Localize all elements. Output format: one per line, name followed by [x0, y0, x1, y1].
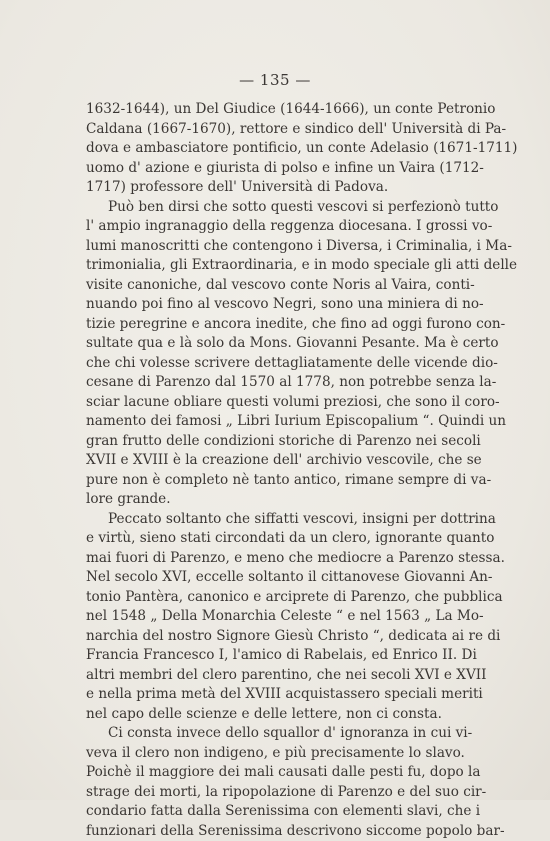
text-line: nel 1548 „ Della Monarchia Celeste “ e nel 1563 „ La Mo- [86, 607, 456, 627]
text-line: trimonialia, gli Extraordinaria, e in modo speciale gli atti delle [86, 256, 456, 276]
text-line: sciar lacune obliare questi volumi preziosi, che sono il coro- [86, 393, 456, 413]
text-line: mai fuori di Parenzo, e meno che mediocre a Parenzo stessa. [86, 549, 456, 569]
text-line: narchia del nostro Signore Giesù Christo “, dedicata ai re di [86, 627, 456, 647]
text-line: Francia Francesco I, l'amico di Rabelais, ed Enrico II. Di [86, 646, 456, 666]
text-line: pure non è completo nè tanto antico, rimane sempre di va- [86, 471, 456, 491]
text-line: namento dei famosi „ Libri Iurium Episcopalium “. Quindi un [86, 412, 456, 432]
text-line: 1717) professore dell' Università di Padova. [86, 178, 456, 198]
text-line: strage dei morti, la ripopolazione di Parenzo e del suo cir- [86, 783, 456, 803]
text-line: veva il clero non indigeno, e più precisamente lo slavo. [86, 744, 456, 764]
text-line: nel capo delle scienze e delle lettere, non ci consta. [86, 705, 456, 725]
text-line: sultate qua e là solo da Mons. Giovanni Pesante. Ma è certo [86, 334, 456, 354]
body-text [86, 100, 456, 841]
text-line: Poichè il maggiore dei mali causati dalle pesti fu, dopo la [86, 763, 456, 783]
paragraph-start-line: Può ben dirsi che sotto questi vescovi si perfezionò tutto [86, 198, 456, 218]
text-line: nuando poi fino al vescovo Negri, sono una miniera di no- [86, 295, 456, 315]
text-line: condario fatta dalla Serenissima con elementi slavi, che i [86, 802, 456, 822]
text-line: dova e ambasciatore pontificio, un conte Adelasio (1671-1711) [86, 139, 456, 159]
text-line: tizie peregrine e ancora inedite, che fino ad oggi furono con- [86, 315, 456, 335]
page-number: — 135 — [0, 71, 550, 89]
text-line: gran frutto delle condizioni storiche di Parenzo nei secoli [86, 432, 456, 452]
text-line: uomo d' azione e giurista di polso e infine un Vaira (1712- [86, 159, 456, 179]
text-line: XVII e XVIII è la creazione dell' archivio vescovile, che se [86, 451, 456, 471]
text-line: che chi volesse scrivere dettagliatamente delle vicende dio- [86, 354, 456, 374]
paragraph-start-line: Ci consta invece dello squallor d' ignoranza in cui vi- [86, 724, 456, 744]
text-line: e virtù, sieno stati circondati da un clero, ignorante quanto [86, 529, 456, 549]
text-line: e nella prima metà del XVIII acquistassero speciali meriti [86, 685, 456, 705]
text-line: cesane di Parenzo dal 1570 al 1778, non potrebbe senza la- [86, 373, 456, 393]
text-line: altri membri del clero parentino, che nei secoli XVI e XVII [86, 666, 456, 686]
text-line: lumi manoscritti che contengono i Diversa, i Criminalia, i Ma- [86, 237, 456, 257]
text-line: lore grande. [86, 490, 456, 510]
text-line: tonio Pantèra, canonico e arciprete di Parenzo, che pubblica [86, 588, 456, 608]
text-line: visite canoniche, dal vescovo conte Noris al Vaira, conti- [86, 276, 456, 296]
text-line: Nel secolo XVI, eccelle soltanto il cittanovese Giovanni An- [86, 568, 456, 588]
text-line: Caldana (1667-1670), rettore e sindico dell' Università di Pa- [86, 120, 456, 140]
text-line: 1632-1644), un Del Giudice (1644-1666), un conte Petronio [86, 100, 456, 120]
paragraph-start-line: Peccato soltanto che siffatti vescovi, insigni per dottrina [86, 510, 456, 530]
text-line: l' ampio ingranaggio della reggenza diocesana. I grossi vo- [86, 217, 456, 237]
text-line: funzionari della Serenissima descrivono siccome popolo bar- [86, 822, 456, 841]
